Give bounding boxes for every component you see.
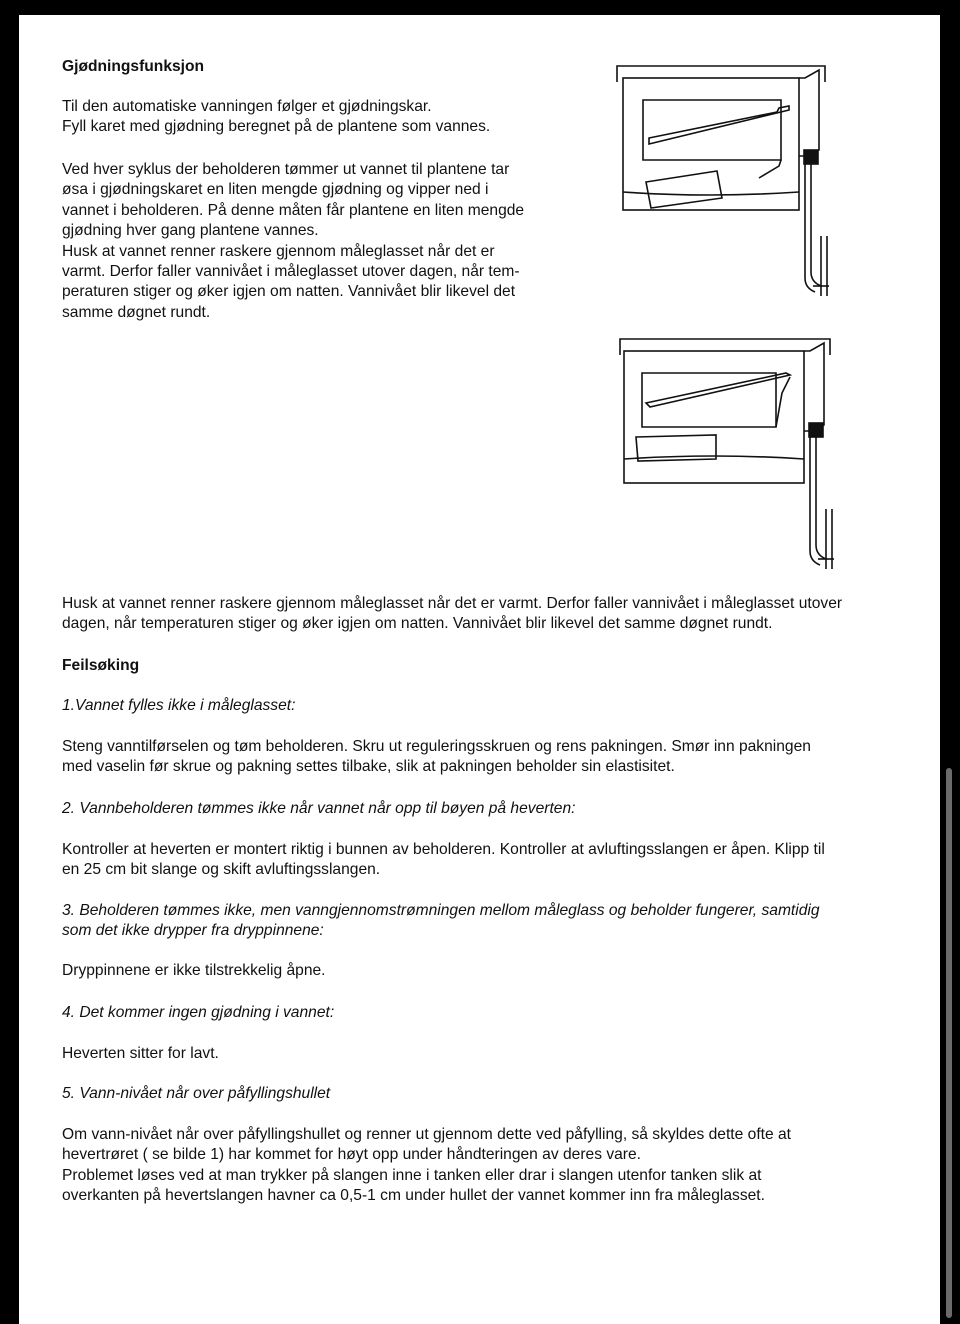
reminder-paragraph: Husk at vannet renner raskere gjennom måleglasset når det er varmt. Derfor faller vannivået i måleglasset utover dagen, når temperaturen stiger og øker igjen om natten. Vannivået blir likevel det samme døgnet rundt. [62, 595, 843, 633]
question-5: 5. Vann-nivået når over påfyllingshullet [62, 1085, 331, 1102]
document-page [19, 15, 940, 1324]
question-2: 2. Vannbeholderen tømmes ikke når vannet når opp til bøyen på heverten: [62, 800, 576, 817]
body-paragraph: Ved hver syklus der beholderen tømmer ut vannet til plantene tar øsa i gjødningskaret en liten mengde gjødning og vipper ned i vannet i beholderen. På denne måten får plantene en liten mengde gjødning hver gang plantene vannes. Husk at vannet renner raskere gjennom måleglasset når det er varmt. Derfor faller vannivået i måleglasset utover dagen, når tem- peraturen stiger og øker igjen om natten. Vannivået blir likevel det samme døgnet rundt. [62, 161, 525, 321]
answer-2: Kontroller at heverten er montert riktig i bunnen av beholderen. Kontroller at avluftingsslangen er åpen. Klipp til en 25 cm bit slange og skift avluftingsslangen. [62, 841, 825, 879]
answer-5: Om vann-nivået når over påfyllingshullet og renner ut gjennom dette ved påfylling, så skyldes dette ofte at hevertrøret ( se bilde 1) har kommet for høyt opp under håndteringen av deres vare. Problemet løses ved at man trykker på slangen inne i tanken eller drar i slangen utenfor tanken slik at overkanten på hevertslangen havner ca 0,5-1 cm under hullet der vannet kommer inn fra måleglasset. [62, 1126, 791, 1205]
vertical-scrollbar[interactable] [946, 768, 952, 1318]
question-4: 4. Det kommer ingen gjødning i vannet: [62, 1004, 335, 1021]
tank-diagram-2 [614, 333, 834, 578]
question-3: 3. Beholderen tømmes ikke, men vanngjennomstrømningen mellom måleglass og beholder fungerer, samtidig som det ikke drypper fra dryppinnene: [62, 902, 820, 940]
question-1: 1.Vannet fylles ikke i måleglasset: [62, 697, 296, 714]
section-heading-fertilizer: Gjødningsfunksjon [62, 58, 205, 75]
answer-4: Heverten sitter for lavt. [62, 1045, 219, 1062]
intro-paragraph: Til den automatiske vanningen følger et gjødningskar. Fyll karet med gjødning beregnet på de plantene som vannes. [62, 98, 491, 136]
answer-1: Steng vanntilførselen og tøm beholderen. Skru ut reguleringsskruen og rens pakningen. Smør inn pakningen med vaselin før skrue og pakning settes tilbake, slik at pakningen beholder sin elastisitet. [62, 738, 811, 776]
tank-diagram-1 [609, 60, 829, 305]
section-heading-troubleshooting: Feilsøking [62, 657, 140, 674]
answer-3: Dryppinnene er ikke tilstrekkelig åpne. [62, 962, 326, 979]
